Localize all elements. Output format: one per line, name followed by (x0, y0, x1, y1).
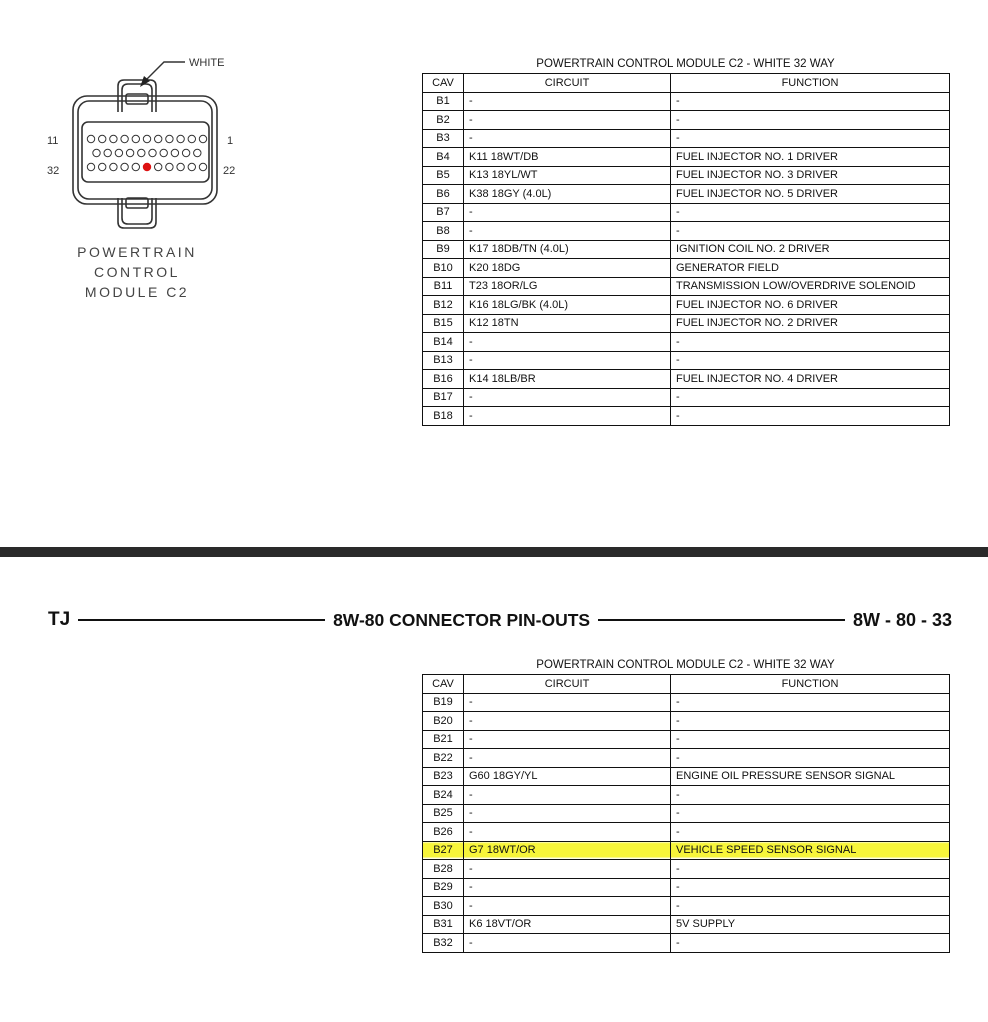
pin-label-1: 1 (227, 135, 234, 147)
header-page-number: 8W - 80 - 33 (852, 609, 953, 630)
cell-circuit: - (464, 749, 671, 768)
cell-function: FUEL INJECTOR NO. 6 DRIVER (671, 296, 950, 315)
table-row (423, 693, 950, 712)
pin-label-22: 22 (223, 165, 236, 177)
cell-circuit: K11 18WT/DB (464, 148, 671, 167)
table-title: POWERTRAIN CONTROL MODULE C2 - WHITE 32 WAY (536, 659, 835, 671)
connector-diagram (40, 50, 250, 240)
cell-circuit: K12 18TN (464, 314, 671, 333)
pin-grid (87, 135, 206, 170)
connector-name-line: POWERTRAIN (77, 244, 197, 260)
cell-function: - (671, 786, 950, 805)
cell-circuit: - (464, 92, 671, 111)
table-row (423, 823, 950, 842)
table-row (423, 897, 950, 916)
cell-cav: B20 (423, 712, 464, 731)
cell-cav: B8 (423, 222, 464, 241)
connector-name-line: MODULE C2 (84, 284, 190, 300)
color-pointer-line (146, 62, 185, 80)
cell-circuit: - (464, 693, 671, 712)
table-row (423, 712, 950, 731)
connector-pin (171, 149, 178, 156)
cell-circuit: - (464, 388, 671, 407)
cell-function: - (671, 823, 950, 842)
connector-pin (99, 163, 106, 170)
cell-circuit: - (464, 878, 671, 897)
table-row (423, 277, 950, 296)
connector-pin (110, 163, 117, 170)
connector-pin (149, 149, 156, 156)
cell-function: - (671, 111, 950, 130)
cell-cav: B25 (423, 804, 464, 823)
cell-circuit: G60 18GY/YL (464, 767, 671, 786)
cell-cav: B6 (423, 185, 464, 204)
column-header-function: FUNCTION (671, 675, 950, 694)
cell-function: FUEL INJECTOR NO. 3 DRIVER (671, 166, 950, 185)
cell-cav: B23 (423, 767, 464, 786)
cell-cav: B21 (423, 730, 464, 749)
cell-function: - (671, 712, 950, 731)
table-row (423, 730, 950, 749)
table-row (423, 259, 950, 278)
cell-circuit: - (464, 203, 671, 222)
cell-function: 5V SUPPLY (671, 915, 950, 934)
connector-pin (166, 163, 173, 170)
pin-label-32: 32 (47, 165, 60, 177)
cell-circuit: K17 18DB/TN (4.0L) (464, 240, 671, 259)
cell-function: VEHICLE SPEED SENSOR SIGNAL (671, 841, 950, 860)
cell-circuit: - (464, 823, 671, 842)
table-row (423, 296, 950, 315)
cell-cav: B15 (423, 314, 464, 333)
cell-cav: B26 (423, 823, 464, 842)
connector-name-line: CONTROL (94, 264, 180, 280)
cell-function: TRANSMISSION LOW/OVERDRIVE SOLENOID (671, 277, 950, 296)
pin-label-11: 11 (47, 135, 59, 147)
cell-circuit: K14 18LB/BR (464, 370, 671, 389)
connector-pin (155, 135, 162, 142)
table-row (423, 203, 950, 222)
pinout-table-block-2 (422, 657, 949, 953)
cell-function: - (671, 860, 950, 879)
cell-circuit: - (464, 351, 671, 370)
connector-name (60, 242, 214, 302)
cell-circuit: G7 18WT/OR (464, 841, 671, 860)
page-divider (0, 547, 988, 557)
table-row (423, 92, 950, 111)
cell-circuit: - (464, 407, 671, 426)
cell-circuit: K13 18YL/WT (464, 166, 671, 185)
table-row (423, 314, 950, 333)
column-header-circuit: CIRCUIT (464, 74, 671, 93)
table-row (423, 934, 950, 953)
table-row (423, 786, 950, 805)
cell-circuit: K20 18DG (464, 259, 671, 278)
cell-cav: B11 (423, 277, 464, 296)
cell-circuit: - (464, 897, 671, 916)
table-row (423, 222, 950, 241)
cell-cav: B10 (423, 259, 464, 278)
cell-function: - (671, 749, 950, 768)
connector-pin (188, 135, 195, 142)
cell-function: - (671, 693, 950, 712)
table-body (423, 92, 950, 425)
column-header-function: FUNCTION (671, 74, 950, 93)
cell-cav: B4 (423, 148, 464, 167)
cell-circuit: - (464, 786, 671, 805)
connector-pin (199, 163, 206, 170)
cell-cav: B27 (423, 841, 464, 860)
cell-circuit: - (464, 222, 671, 241)
cell-function: GENERATOR FIELD (671, 259, 950, 278)
table-row (423, 351, 950, 370)
connector-pin (126, 149, 133, 156)
connector-pin (115, 149, 122, 156)
table-row (423, 129, 950, 148)
cell-function: - (671, 351, 950, 370)
cell-function: - (671, 878, 950, 897)
cell-function: - (671, 804, 950, 823)
cell-function: - (671, 203, 950, 222)
cell-function: - (671, 129, 950, 148)
cell-function: - (671, 92, 950, 111)
cell-circuit: K38 18GY (4.0L) (464, 185, 671, 204)
table-row (423, 333, 950, 352)
cell-cav: B13 (423, 351, 464, 370)
header-rule (598, 619, 845, 621)
cell-function: FUEL INJECTOR NO. 1 DRIVER (671, 148, 950, 167)
table-row (423, 767, 950, 786)
table-title: POWERTRAIN CONTROL MODULE C2 - WHITE 32 WAY (536, 58, 835, 70)
cell-cav: B14 (423, 333, 464, 352)
cell-function: - (671, 934, 950, 953)
cell-function: FUEL INJECTOR NO. 4 DRIVER (671, 370, 950, 389)
cell-function: - (671, 388, 950, 407)
connector-pin (121, 163, 128, 170)
connector-pin (132, 163, 139, 170)
connector-pin (87, 163, 94, 170)
table-header-row (423, 74, 950, 93)
header-section-title: 8W-80 CONNECTOR PIN-OUTS (333, 609, 591, 630)
cell-function: - (671, 897, 950, 916)
cell-cav: B28 (423, 860, 464, 879)
page-header (48, 606, 952, 634)
connector-pin (199, 135, 206, 142)
cell-cav: B22 (423, 749, 464, 768)
pinout-table-block-1 (422, 56, 949, 426)
cell-function: ENGINE OIL PRESSURE SENSOR SIGNAL (671, 767, 950, 786)
cell-function: FUEL INJECTOR NO. 5 DRIVER (671, 185, 950, 204)
cell-function: - (671, 730, 950, 749)
table-row (423, 111, 950, 130)
connector-pin (177, 135, 184, 142)
connector-pin (194, 149, 201, 156)
cell-function: - (671, 222, 950, 241)
table-body (423, 693, 950, 952)
cell-cav: B5 (423, 166, 464, 185)
cell-cav: B32 (423, 934, 464, 953)
column-header-cav: CAV (423, 675, 464, 694)
cell-function: IGNITION COIL NO. 2 DRIVER (671, 240, 950, 259)
connector-pin (188, 163, 195, 170)
cell-cav: B1 (423, 92, 464, 111)
table-row (423, 240, 950, 259)
header-model-code: TJ (48, 609, 71, 630)
cell-cav: B3 (423, 129, 464, 148)
table-row (423, 148, 950, 167)
table-header-row (423, 675, 950, 694)
connector-pin (99, 135, 106, 142)
connector-pin-highlighted (143, 163, 150, 170)
connector-pin (132, 135, 139, 142)
connector-pin (138, 149, 145, 156)
table-row (423, 407, 950, 426)
column-header-cav: CAV (423, 74, 464, 93)
cell-circuit: - (464, 860, 671, 879)
table-row (423, 166, 950, 185)
cell-circuit: - (464, 730, 671, 749)
cell-cav: B30 (423, 897, 464, 916)
cell-circuit: - (464, 712, 671, 731)
table-row (423, 915, 950, 934)
header-rule (78, 619, 325, 621)
cell-circuit: K16 18LG/BK (4.0L) (464, 296, 671, 315)
column-header-circuit: CIRCUIT (464, 675, 671, 694)
connector-pin (110, 135, 117, 142)
cell-cav: B17 (423, 388, 464, 407)
pinout-table (422, 674, 950, 953)
cell-cav: B29 (423, 878, 464, 897)
table-row (423, 749, 950, 768)
connector-pin (143, 135, 150, 142)
table-row (423, 841, 950, 860)
cell-cav: B2 (423, 111, 464, 130)
cell-cav: B24 (423, 786, 464, 805)
cell-cav: B18 (423, 407, 464, 426)
connector-pin (104, 149, 111, 156)
connector-color-label: WHITE (189, 57, 225, 69)
connector-pin (177, 163, 184, 170)
table-row (423, 388, 950, 407)
cell-cav: B19 (423, 693, 464, 712)
connector-pin (87, 135, 94, 142)
table-row (423, 860, 950, 879)
cell-cav: B12 (423, 296, 464, 315)
pinout-table (422, 73, 950, 426)
cell-circuit: - (464, 333, 671, 352)
cell-cav: B7 (423, 203, 464, 222)
cell-cav: B9 (423, 240, 464, 259)
cell-circuit: - (464, 129, 671, 148)
table-row (423, 185, 950, 204)
table-row (423, 370, 950, 389)
connector-pin (93, 149, 100, 156)
cell-function: FUEL INJECTOR NO. 2 DRIVER (671, 314, 950, 333)
cell-circuit: T23 18OR/LG (464, 277, 671, 296)
cell-function: - (671, 407, 950, 426)
table-row (423, 878, 950, 897)
connector-pin (121, 135, 128, 142)
connector-pin (160, 149, 167, 156)
connector-pin (182, 149, 189, 156)
connector-pin (166, 135, 173, 142)
cell-circuit: - (464, 934, 671, 953)
connector-pin (155, 163, 162, 170)
cell-cav: B31 (423, 915, 464, 934)
cell-cav: B16 (423, 370, 464, 389)
table-row (423, 804, 950, 823)
cell-circuit: K6 18VT/OR (464, 915, 671, 934)
cell-circuit: - (464, 111, 671, 130)
cell-circuit: - (464, 804, 671, 823)
cell-function: - (671, 333, 950, 352)
